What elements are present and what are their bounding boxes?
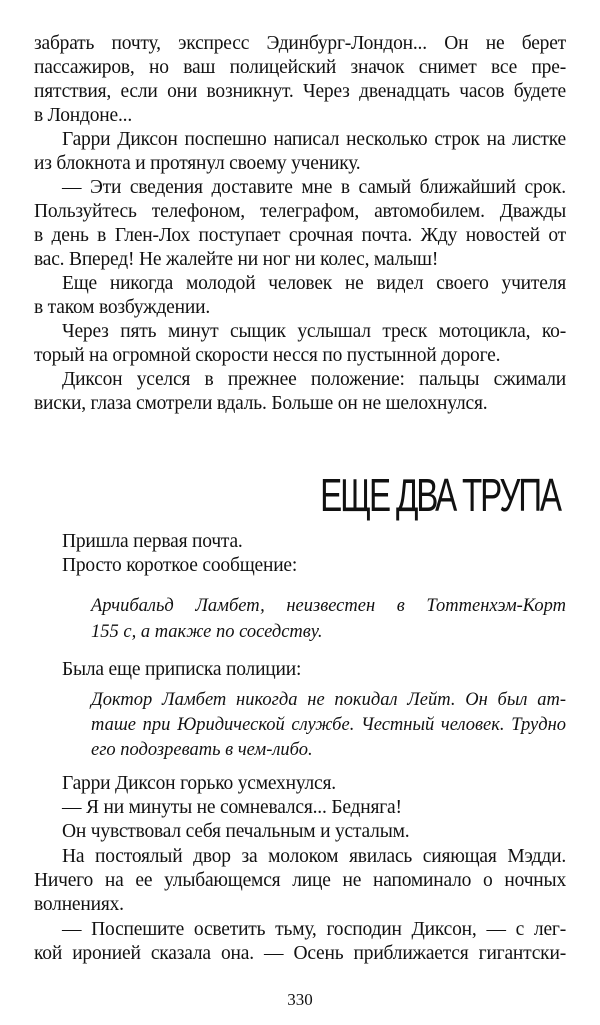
quote-line: 155 с, а также по соседству. xyxy=(91,622,323,642)
quote-line: Арчибальд Ламбет, неизвестен в Тоттенхэм-Корт xyxy=(91,596,566,616)
text-line: виски, глаза смотрели вдаль. Больше он не шелохнулся. xyxy=(34,393,488,414)
text-line: — Поспешите осветить тьму, господин Диксон, — с лег- xyxy=(62,919,566,940)
text-line: вас. Вперед! Не жалейте ни ног ни колес, малыш! xyxy=(34,249,439,270)
page-number: 330 xyxy=(287,990,313,1009)
text-line: в день в Глен-Лох поступает срочная почта. Жду новостей от xyxy=(34,225,566,246)
text-line: Ничего на ее улыбающемся лице не напоминало о ночных xyxy=(34,870,566,891)
quote-line: его подозревать в чем-либо. xyxy=(91,740,313,760)
text-line: — Эти сведения доставите мне в самый ближайший срок. xyxy=(62,177,566,198)
text-line: Гарри Диксон поспешно написал несколько строк на листке xyxy=(62,129,566,150)
chapter-title: ЕЩЕ ДВА ТРУПА xyxy=(320,469,560,521)
text-line: — Я ни минуты не сомневался... Бедняга! xyxy=(62,797,402,818)
text-line: Гарри Диксон горько усмехнулся. xyxy=(62,773,336,794)
text-line: Еще никогда молодой человек не видел своего учителя xyxy=(62,273,566,294)
text-line: Пришла первая почта. xyxy=(62,531,243,552)
text-line: Он чувствовал себя печальным и усталым. xyxy=(62,821,410,842)
text-line: из блокнота и протянул своему ученику. xyxy=(34,153,361,174)
text-line: в таком возбуждении. xyxy=(34,297,211,318)
text-line: Пользуйтесь телефоном, телеграфом, автомобилем. Дважды xyxy=(34,201,566,222)
quote-line: Доктор Ламбет никогда не покидал Лейт. Он был ат- xyxy=(91,690,566,710)
text-line: Просто короткое сообщение: xyxy=(62,555,298,576)
quote-line: таше при Юридической службе. Честный человек. Трудно xyxy=(91,715,566,735)
text-line: Диксон уселся в прежнее положение: пальцы сжимали xyxy=(62,369,566,390)
text-line: торый на огромной скорости несся по пустынной дороге. xyxy=(34,345,501,366)
text-line: пятствия, если они возникнут. Через двенадцать часов будете xyxy=(34,81,566,102)
text-line: Через пять минут сыщик услышал треск мотоцикла, ко- xyxy=(62,321,566,342)
text-line: в Лондоне... xyxy=(34,105,132,126)
text-line: волнениях. xyxy=(34,894,124,915)
text-line: забрать почту, экспресс Эдинбург-Лондон... Он не берет xyxy=(34,33,566,54)
text-line: пассажиров, но ваш полицейский значок снимет все пре- xyxy=(34,57,566,78)
text-line: кой иронией сказала она. — Осень приближается гигантски- xyxy=(34,943,566,964)
text-line: Была еще приписка полиции: xyxy=(62,659,302,680)
text-line: На постоялый двор за молоком явилась сияющая Мэдди. xyxy=(62,846,566,867)
